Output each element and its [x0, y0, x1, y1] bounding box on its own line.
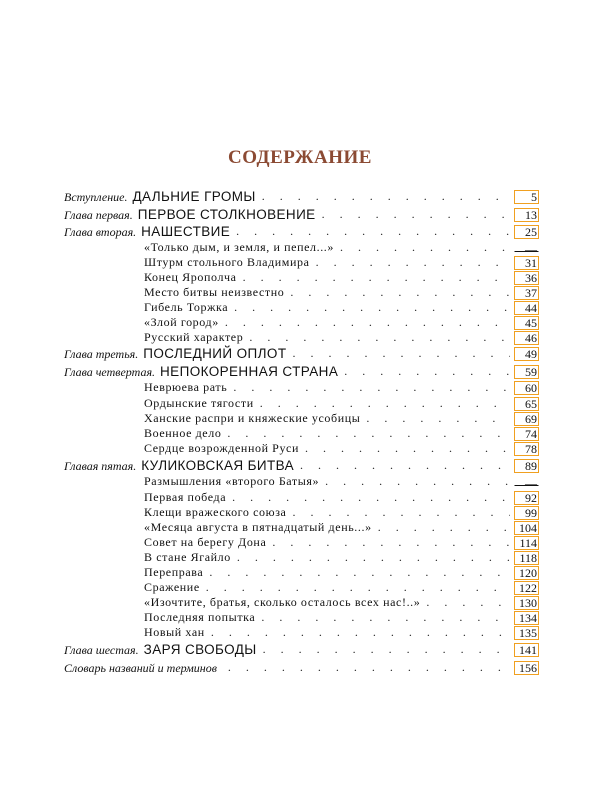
entry-title: Ханские распри и княжеские усобицы — [144, 411, 361, 425]
leader-dots — [227, 427, 510, 439]
page-number: 156 — [514, 661, 539, 675]
toc-entry — [64, 344, 539, 361]
leader-dots — [378, 521, 510, 533]
entry-prefix: Вступление. — [64, 190, 128, 204]
entry-title: «Злой город» — [144, 315, 219, 329]
leader-dots — [209, 566, 510, 578]
leader-dots — [292, 347, 510, 359]
leader-dots — [249, 331, 510, 343]
entry-title: Переправа — [144, 565, 204, 579]
entry-title: Гибель Торжка — [144, 300, 229, 314]
page-number: 13 — [514, 208, 539, 222]
leader-dots — [206, 581, 510, 593]
toc-subentry — [144, 378, 539, 395]
page-number: — — [514, 476, 539, 486]
page-number: 36 — [514, 271, 539, 285]
entry-prefix: Глава четвертая. — [64, 365, 156, 379]
leader-dots — [237, 551, 510, 563]
page-number: 99 — [514, 506, 539, 520]
page-number: — — [514, 242, 539, 252]
entry-prefix: Глава вторая. — [64, 225, 137, 239]
entry-title: В стане Ягайло — [144, 550, 231, 564]
entry-title: Штурм стольного Владимира — [144, 255, 310, 269]
leader-dots — [344, 365, 510, 377]
leader-dots — [290, 286, 510, 298]
toc-entry — [64, 205, 539, 222]
entry-title: ДАЛЬНИЕ ГРОМЫ — [132, 189, 256, 204]
entry-title: ПЕРВОЕ СТОЛКНОВЕНИЕ — [137, 207, 316, 222]
leader-dots — [228, 661, 510, 673]
page-title: СОДЕРЖАНИЕ — [228, 147, 372, 168]
entry-title: НЕПОКОРЕННАЯ СТРАНА — [160, 364, 339, 379]
page-number: 130 — [514, 596, 539, 610]
toc-subentry — [144, 472, 539, 489]
entry-prefix: Глава шестая. — [64, 643, 139, 657]
page-number: 45 — [514, 316, 539, 330]
page-number: 44 — [514, 301, 539, 315]
page-number: 46 — [514, 331, 539, 345]
toc-entry — [64, 456, 539, 473]
toc-entry — [64, 187, 539, 204]
leader-dots — [305, 442, 510, 454]
toc-entry — [64, 640, 539, 657]
entry-title: Русский характер — [144, 330, 244, 344]
entry-title: Новый хан — [144, 625, 205, 639]
leader-dots — [426, 596, 510, 608]
entry-title: Совет на берегу Дона — [144, 535, 267, 549]
toc-entry — [64, 658, 539, 675]
toc-subentry — [144, 439, 539, 456]
leader-dots — [325, 475, 510, 487]
leader-dots — [366, 412, 510, 424]
page-number: 69 — [514, 412, 539, 426]
toc-entry — [64, 362, 539, 379]
leader-dots — [316, 256, 510, 268]
entry-title: Военное дело — [144, 426, 222, 440]
page-number: 141 — [514, 643, 539, 657]
entry-title: Клещи вражеского союза — [144, 505, 287, 519]
page-number: 89 — [514, 459, 539, 473]
page-number: 104 — [514, 521, 539, 535]
leader-dots — [233, 381, 510, 393]
leader-dots — [260, 397, 510, 409]
page-number: 120 — [514, 566, 539, 580]
entry-title: Место битвы неизвестно — [144, 285, 285, 299]
leader-dots — [263, 643, 510, 655]
toc-entry — [64, 222, 539, 239]
entry-title: Размышления «второго Батыя» — [144, 474, 320, 488]
leader-dots — [261, 611, 510, 623]
leader-dots — [243, 271, 510, 283]
page-number: 118 — [514, 551, 539, 565]
page-number: 37 — [514, 286, 539, 300]
toc-subentry — [144, 328, 539, 345]
entry-prefix: Глава первая. — [64, 208, 133, 222]
leader-dots — [300, 459, 510, 471]
toc-subentry — [144, 623, 539, 640]
page-number: 78 — [514, 442, 539, 456]
entry-title: ЗАРЯ СВОБОДЫ — [143, 642, 257, 657]
entry-title: Неврюева рать — [144, 380, 228, 394]
page-number: 31 — [514, 256, 539, 270]
page-number: 135 — [514, 626, 539, 640]
page-number: 59 — [514, 365, 539, 379]
leader-dots — [292, 506, 510, 518]
page-number: 65 — [514, 397, 539, 411]
page-number: 5 — [514, 190, 539, 204]
leader-dots — [236, 225, 510, 237]
entry-title: Сражение — [144, 580, 200, 594]
leader-dots — [272, 536, 510, 548]
leader-dots — [225, 316, 510, 328]
leader-dots — [234, 301, 510, 313]
page-number: 49 — [514, 347, 539, 361]
page-number: 122 — [514, 581, 539, 595]
entry-title: Конец Ярополча — [144, 270, 237, 284]
leader-dots — [322, 208, 510, 220]
entry-title: НАШЕСТВИЕ — [141, 224, 231, 239]
leader-dots — [340, 241, 510, 253]
entry-title: Последняя попытка — [144, 610, 256, 624]
entry-title: Ордынские тягости — [144, 396, 254, 410]
leader-dots — [232, 491, 510, 503]
entry-title: «Изочтите, братья, сколько осталось всех нас!..» — [144, 595, 421, 609]
leader-dots — [262, 190, 510, 202]
page-number: 60 — [514, 381, 539, 395]
page-number: 114 — [514, 536, 539, 550]
entry-title: Сердце возрожденной Руси — [144, 441, 300, 455]
entry-prefix: Главая пятая. — [64, 459, 137, 473]
entry-title: Первая победа — [144, 490, 227, 504]
entry-title: «Месяца августа в пятнадцатый день...» — [144, 520, 372, 534]
entry-title: ПОСЛЕДНИЙ ОПЛОТ — [143, 346, 287, 361]
entry-title: КУЛИКОВСКАЯ БИТВА — [141, 458, 295, 473]
entry-prefix: Словарь названий и терминов — [64, 661, 217, 675]
entry-prefix: Глава третья. — [64, 347, 139, 361]
page-number: 74 — [514, 427, 539, 441]
page-number: 92 — [514, 491, 539, 505]
leader-dots — [211, 626, 510, 638]
page-number: 25 — [514, 225, 539, 239]
page-number: 134 — [514, 611, 539, 625]
entry-title: «Только дым, и земля, и пепел...» — [144, 240, 335, 254]
